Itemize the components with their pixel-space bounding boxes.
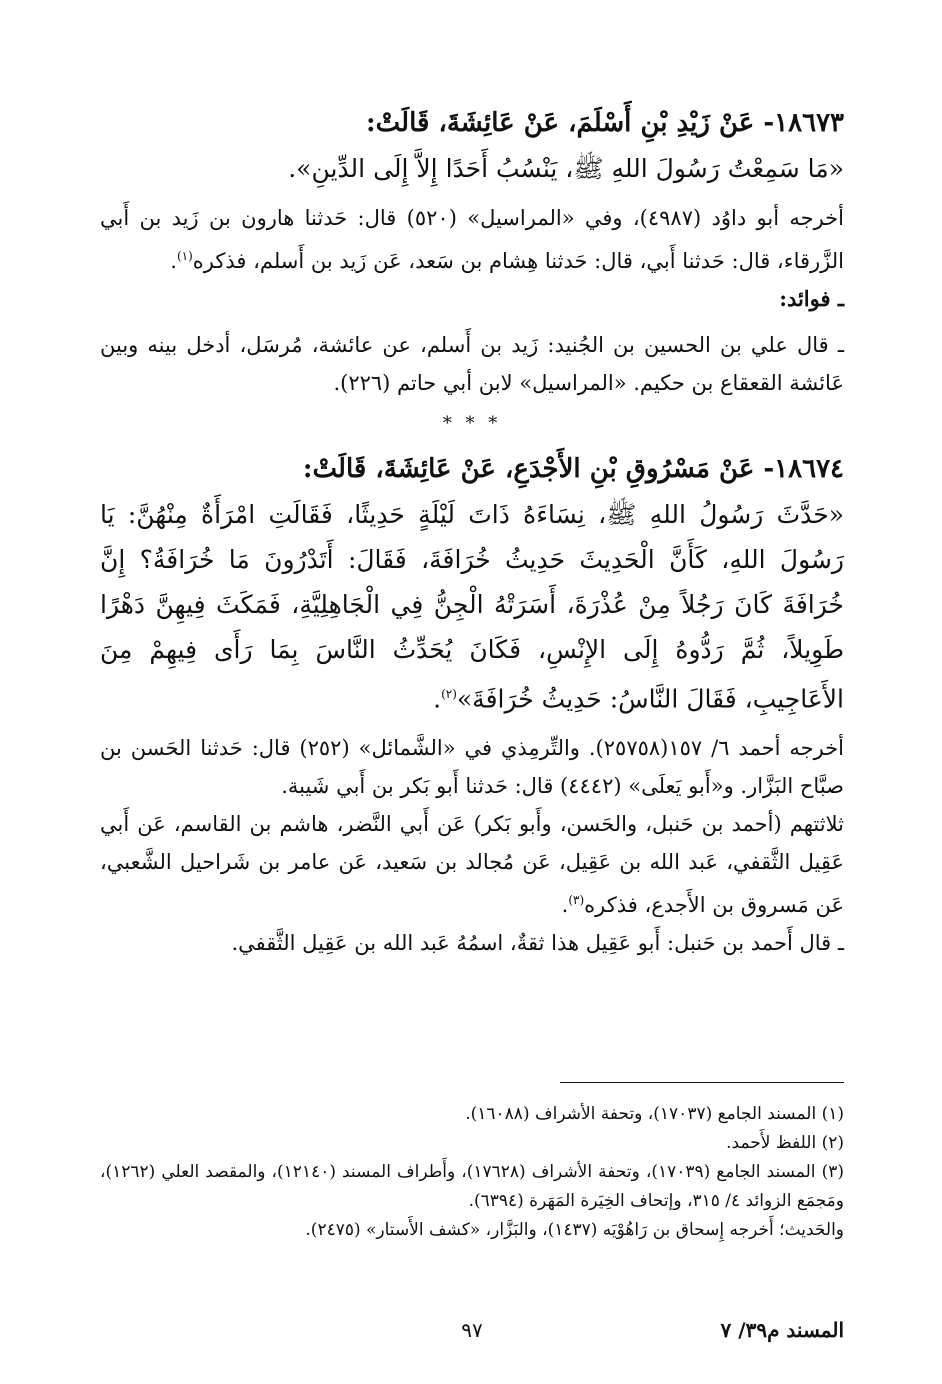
volume-marker: المسند م٣٩/ ٧ — [720, 1318, 844, 1342]
fawaid-text: ـ قال علي بن الحسين بن الجُنيد: زَيد بن أَسلم، عن عائشة، مُرسَل، أدخل بينه وبين عَائشة القعقاع بن حكيم. «المراسيل» لابن أبي حاتم (٢٢٦). — [100, 333, 844, 395]
hadith-18674-chain — [100, 805, 844, 924]
hadith-18674-end: . — [433, 684, 442, 714]
footnote-divider — [560, 1082, 844, 1083]
hadith-18673-header: ١٨٦٧٣- عَنْ زَيْدِ بْنِ أَسْلَمَ، عَنْ عَائِشَةَ، قَالَتْ: — [366, 108, 844, 138]
footnote-3-continuation: والحَديث؛ أَخرجه إِسحاق بن رَاهُوْيَه (١٤٣٧)، والبَزَّار، «كشف الأَستار» (٢٤٧٥). — [305, 1220, 844, 1240]
footnote-ref-1[interactable]: (١) — [176, 249, 193, 263]
takhrij-text: أخرجه أبو داوُد (٤٩٨٧)، وفي «المراسيل» (٥٢٠) قال: حَدثنا هارون بن زَيد بن أَبي الزَّرقاء، قال: حَدثنا أَبي، قال: حَدثنا هِشام بن سَعد، عَن زَيد بن أَسلم، فذكره — [100, 206, 844, 273]
footnotes — [100, 1100, 844, 1245]
page-number: ٩٧ — [461, 1318, 483, 1342]
footnote-1: (١) المسند الجامع (١٧٠٣٧)، وتحفة الأشراف (١٦٠٨٨). — [465, 1104, 844, 1124]
takhrij-end: . — [170, 249, 177, 273]
fawaid-title: ـ فوائد: — [779, 286, 844, 311]
hadith-18674-matn: «حَدَّثَ رَسُولُ اللهِ ﷺ، نِسَاءَهُ ذَاتَ لَيْلَةٍ حَدِيثًا، فَقَالَتِ امْرَأَةٌ مِنْهُنَّ: يَا رَسُولَ اللهِ، كَأَنَّ الْحَدِيثَ حَدِيثُ خُرَافَةَ، فَقَالَ: أَتَدْرُونَ مَا خُرَافَةُ؟ إِنَّ خُرَافَةَ كَانَ رَجُلاً مِنْ عُذْرَةَ، أَسَرَتْهُ الْجِنُّ فِي الْجَاهِلِيَّةِ، فَمَكَثَ فِيهِنَّ دَهْرًا طَوِيلاً، ثُمَّ رَدُّوهُ إِلَى الإِنْسِ، فَكَانَ يُحَدِّثُ النَّاسَ بِمَا رَأَى فِيهِمْ مِنَ الأَعَاجِيبِ، فَقَالَ النَّاسُ: حَدِيثُ خُرَافَةَ» — [100, 500, 844, 714]
hadith-18673-text: «مَا سَمِعْتُ رَسُولَ اللهِ ﷺ، يَنْسُبُ أَحَدًا إِلاَّ إِلَى الدِّينِ». — [288, 154, 844, 183]
ahmad-note: ـ قال أَحمد بن حَنبل: أَبو عَقِيل هذا ثقةٌ، اسمُهُ عَبد الله بن عَقِيل الثَّقفي. — [231, 931, 844, 956]
hadith-18674-takhrij: أخرجه أحمد ٦/ ١٥٧(٢٥٧٥٨). والتِّرمِذي في «الشَّمائل» (٢٥٢) قال: حَدثنا الحَسن بن صبَّاح البَزَّار. و«أَبو يَعلَى» (٤٤٤٢) قال: حَدثنا أَبو بَكر بن أَبي شَيبة. — [100, 736, 845, 799]
page-footer — [100, 1318, 844, 1358]
page-body — [100, 100, 844, 962]
hadith-18674-text — [100, 492, 844, 721]
footnote-ref-3[interactable]: (٣) — [568, 893, 585, 908]
hadith-18674-header: ١٨٦٧٤- عَنْ مَسْرُوقِ بْنِ الأَجْدَعِ، عَنْ عَائِشَةَ، قَالَتْ: — [302, 454, 844, 484]
footnote-3: (٣) المسند الجامع (١٧٠٣٩)، وتحفة الأشراف (١٧٦٢٨)، وأَطراف المسند (١٢١٤٠)، والمقصد العلي (١٢٦٢)، ومَجمَع الزوائد ٤/ ٣١٥، وإتحاف الخِيَرة المَهَرة (٦٣٩٤). — [100, 1162, 844, 1211]
hadith-18673-takhrij — [100, 199, 844, 280]
chain-text: ثلاثتهم (أحمد بن حَنبل، والحَسن، وأَبو بَكر) عَن أَبي النَّضر، هاشم بن القاسم، عَن أَبي عَقِيل الثَّقفي، عَبد الله بن عَقِيل، عَن مُجالد بن سَعيد، عَن عامر بن شَراحيل الشَّعبي، عَن مَسروق بن الأَجدع، فذكره — [100, 812, 844, 918]
chain-end: . — [561, 893, 569, 918]
footnote-ref-2[interactable]: (٢) — [441, 687, 457, 701]
section-separator: * * * — [442, 413, 502, 434]
footnote-2: (٢) اللفظ لأَحمد. — [726, 1133, 844, 1153]
